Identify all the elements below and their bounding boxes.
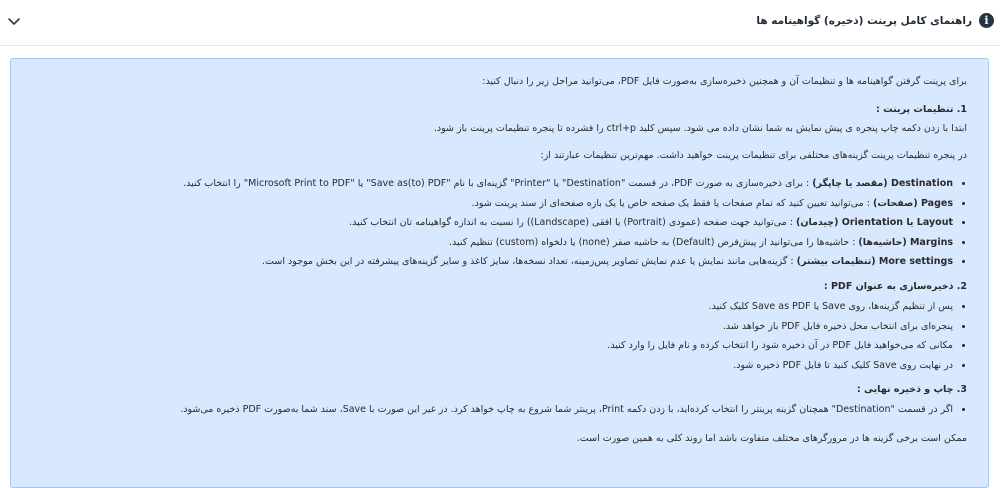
setting-description: : می‌توانید تعیین کنید که تمام صفحات یا فقط یک صفحه خاص یا یک بازه صفحه‌ای از سند پرینت شود. <box>471 197 873 209</box>
list-item <box>27 213 953 233</box>
setting-label: Pages (صفحات) <box>873 197 953 209</box>
accordion-title-group <box>756 13 994 28</box>
list-item <box>27 174 953 194</box>
setting-description: : گزینه‌هایی مانند نمایش یا عدم نمایش تصاویر پس‌زمینه، تعداد نسخه‌ها، سایز کاغذ و سایر گزینه‌های پیشرفته در این بخش موجود است. <box>262 256 797 268</box>
accordion-title: راهنمای کامل پرینت (ذخیره) گواهینامه ها <box>756 14 972 27</box>
section-1-text: ابتدا با زدن دکمه چاپ پنجره ی پیش نمایش به شما نشان داده می شود. سپس کلید ctrl+p را فشرده تا پنجره تنظیمات پرینت باز شود. <box>433 123 967 134</box>
final-print-list <box>27 400 967 420</box>
list-item: • پنجره‌ای برای انتخاب محل ذخیره فایل PDF باز خواهد شد. <box>27 317 953 337</box>
chevron-down-icon[interactable] <box>7 14 21 28</box>
section-2-title: 2. ذخیره‌سازی به عنوان PDF : <box>823 280 967 292</box>
intro-text: برای پرینت گرفتن گواهینامه ها و تنظیمات آن و همچنین ذخیره‌سازی به‌صورت فایل PDF، می‌توانید مراحل زیر را دنبال کنید: <box>482 76 967 87</box>
setting-description: : حاشیه‌ها را می‌توانید از پیش‌فرض (Default) به حاشیه صفر (none) یا دلخواه (custom) تنظیم کنید. <box>448 236 859 248</box>
section-3-title: 3. چاپ و ذخیره نهایی : <box>856 384 967 396</box>
save-pdf-list <box>27 297 967 375</box>
list-item: • اگر در قسمت "Destination" همچنان گزینه پرینتر را انتخاب کرده‌اید، با زدن دکمه Print، پرینتر شما شروع به چاپ خواهد کرد. در غیر این صورت با Save، سند شما به‌صورت PDF ذخیره می‌شود. <box>27 400 953 420</box>
list-item <box>27 194 953 214</box>
footer-note: ممکن است برخی گزینه ها در مرورگرهای مختلف متفاوت باشد اما روند کلی به همین صورت است. <box>576 432 967 444</box>
list-item <box>27 233 953 253</box>
setting-description: : می‌توانید جهت صفحه (عمودی (Portrait) یا افقی (Landscape)) را نسبت به اندازه گواهینامه تان انتخاب کنید. <box>349 217 797 229</box>
list-item: • در نهایت روی Save کلیک کنید تا فایل PDF ذخیره شود. <box>27 356 953 376</box>
section-1-text-2: در پنجره تنظیمات پرینت گزینه‌های مختلفی برای تنظیمات پرینت خواهید داشت. مهم‌ترین تنظیمات عبارتند از: <box>540 150 967 161</box>
list-item <box>27 252 953 272</box>
accordion-header[interactable] <box>0 0 1000 46</box>
setting-label: More settings (تنظیمات بیشتر) <box>796 256 953 268</box>
setting-label: Destination (مقصد یا چاپگر) <box>812 178 953 189</box>
setting-description: : برای ذخیره‌سازی به صورت PDF، در قسمت "Destination" یا "Printer" گزینه‌ای با نام "Save as(to) PDF" یا "Microsoft Print to PDF" را انتخاب کنید. <box>183 178 813 189</box>
setting-label: Layout یا Orientation (چیدمان) <box>796 217 953 229</box>
list-item: • پس از تنظیم گزینه‌ها، روی Save یا Save as PDF کلیک کنید. <box>27 297 953 317</box>
section-1-title: 1. تنظیمات پرینت : <box>876 104 967 115</box>
setting-label: Margins (حاشیه‌ها) <box>858 236 953 248</box>
list-item: • مکانی که می‌خواهید فایل PDF در آن ذخیره شود را انتخاب کرده و نام فایل را وارد کنید. <box>27 336 953 356</box>
help-panel <box>10 58 989 488</box>
print-settings-list <box>27 174 967 272</box>
info-icon: i <box>979 13 994 28</box>
